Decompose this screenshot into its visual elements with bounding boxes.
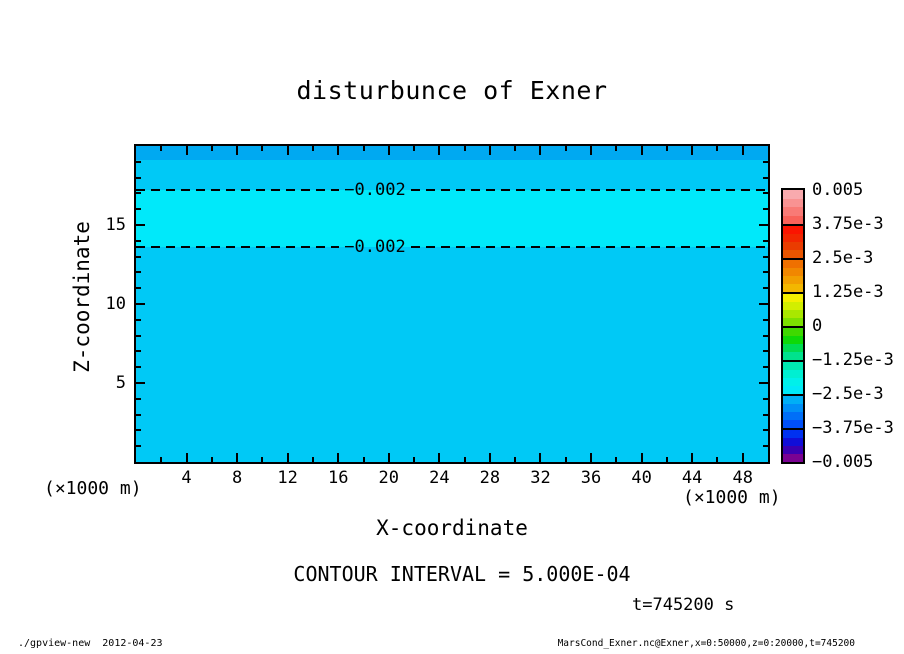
colorbar-cell: [783, 250, 803, 258]
x-tick: [160, 457, 162, 462]
y-tick: [136, 177, 141, 179]
x-tick: [691, 146, 693, 155]
colorbar-tick-label: 2.5e-3: [812, 248, 874, 268]
y-tick-label: 10: [105, 294, 126, 314]
colorbar-segment: [783, 428, 803, 462]
y-tick: [136, 256, 141, 258]
colorbar-cell: [783, 370, 803, 378]
y-tick: [136, 382, 145, 384]
x-tick: [742, 146, 744, 155]
contour-line: [136, 180, 768, 200]
colorbar: [781, 188, 805, 464]
colorbar-cell: [783, 190, 803, 199]
contour-dash-right: [411, 189, 768, 191]
colorbar-cell: [783, 336, 803, 344]
x-tick: [186, 453, 188, 462]
time-annotation: t=745200 s: [632, 595, 735, 615]
y-tick: [136, 414, 141, 416]
y-tick: [763, 319, 768, 321]
y-tick: [136, 208, 141, 210]
x-tick: [489, 453, 491, 462]
y-tick: [136, 287, 141, 289]
plot-title: disturbunce of Exner: [296, 76, 608, 105]
y-tick: [136, 366, 141, 368]
x-tick: [160, 146, 162, 151]
colorbar-cell: [783, 362, 803, 370]
y-tick: [136, 192, 141, 194]
y-tick: [763, 271, 768, 273]
colorbar-cell: [783, 318, 803, 326]
colorbar-cell: [783, 234, 803, 242]
x-tick: [261, 146, 263, 151]
x-tick: [565, 457, 567, 462]
y-tick: [763, 398, 768, 400]
colorbar-cell: [783, 420, 803, 428]
y-axis-title: Z-coordinate: [70, 221, 94, 373]
y-tick: [136, 335, 141, 337]
x-tick-label: 44: [681, 468, 703, 488]
colorbar-cell: [783, 396, 803, 404]
x-tick: [261, 457, 263, 462]
x-tick: [489, 146, 491, 155]
x-tick: [211, 146, 213, 151]
x-tick: [363, 457, 365, 462]
x-tick: [236, 453, 238, 462]
y-tick: [136, 350, 141, 352]
y-tick: [136, 445, 141, 447]
x-tick: [236, 146, 238, 155]
y-tick: [763, 414, 768, 416]
y-tick: [136, 240, 141, 242]
x-tick: [539, 453, 541, 462]
y-tick: [136, 319, 141, 321]
y-axis-unit-label: (×1000 m): [44, 478, 142, 499]
contour-line-label: −0.002: [344, 237, 406, 258]
y-tick: [763, 445, 768, 447]
colorbar-cell: [783, 302, 803, 310]
x-tick: [363, 146, 365, 151]
x-tick: [716, 457, 718, 462]
colorbar-segment: [783, 292, 803, 326]
colorbar-tick-label: 0: [812, 316, 823, 336]
colorbar-tick-label: 0.005: [812, 180, 864, 200]
y-tick: [763, 335, 768, 337]
colorbar-cell: [783, 260, 803, 268]
x-tick: [413, 457, 415, 462]
y-tick-label: 5: [115, 373, 126, 393]
colorbar-cell: [783, 438, 803, 446]
y-tick: [763, 256, 768, 258]
x-tick-label: 24: [429, 468, 450, 488]
x-tick: [438, 453, 440, 462]
x-tick: [388, 146, 390, 155]
colorbar-cell: [783, 226, 803, 234]
x-tick-label: 28: [479, 468, 501, 488]
colorbar-cell: [783, 454, 803, 462]
contour-line: [136, 237, 768, 257]
y-tick: [136, 161, 141, 163]
colorbar-cell: [783, 344, 803, 352]
x-tick: [464, 457, 466, 462]
footer-file-text: MarsCond_Exner.nc@Exner,x=0:50000,z=0:20000,t=745200: [557, 638, 855, 649]
y-tick: [136, 271, 141, 273]
colorbar-segment: [783, 360, 803, 394]
y-tick: [763, 366, 768, 368]
x-tick: [287, 453, 289, 462]
contour-dash-left: [136, 246, 339, 248]
x-tick: [742, 453, 744, 462]
y-tick: [759, 382, 768, 384]
colorbar-cell: [783, 352, 803, 360]
colorbar-cell: [783, 216, 803, 225]
x-tick-label: 20: [378, 468, 400, 488]
colorbar-segment: [783, 190, 803, 224]
y-tick: [763, 192, 768, 194]
x-tick: [312, 457, 314, 462]
y-tick: [136, 224, 145, 226]
x-tick: [186, 146, 188, 155]
contour-dash-left: [136, 189, 339, 191]
y-tick: [136, 429, 141, 431]
y-tick: [763, 240, 768, 242]
x-tick-label: 8: [231, 468, 243, 488]
footer-program-text: ./gpview-new 2012-04-23: [18, 638, 163, 649]
colorbar-tick-label: −0.005: [812, 452, 874, 472]
x-tick: [211, 457, 213, 462]
y-tick: [763, 429, 768, 431]
x-tick: [438, 146, 440, 155]
x-tick: [615, 146, 617, 151]
color-band: [136, 146, 768, 160]
colorbar-segment: [783, 394, 803, 428]
x-tick: [641, 146, 643, 155]
x-tick-label: 32: [530, 468, 551, 488]
y-tick: [763, 208, 768, 210]
x-tick: [590, 453, 592, 462]
y-tick: [136, 398, 141, 400]
colorbar-cell: [783, 378, 803, 386]
colorbar-cell: [783, 446, 803, 454]
x-tick: [514, 146, 516, 151]
y-tick: [763, 350, 768, 352]
x-tick-label: 36: [580, 468, 602, 488]
x-tick: [413, 146, 415, 151]
colorbar-cell: [783, 294, 803, 302]
colorbar-cell: [783, 328, 803, 336]
colorbar-cell: [783, 242, 803, 250]
x-tick-label: 4: [181, 468, 192, 488]
colorbar-segment: [783, 224, 803, 258]
x-tick: [464, 146, 466, 151]
x-tick: [565, 146, 567, 151]
x-tick-label: 16: [327, 468, 349, 488]
x-tick: [337, 146, 339, 155]
x-tick: [539, 146, 541, 155]
colorbar-tick-label: −3.75e-3: [812, 418, 894, 438]
plot-area: [134, 144, 770, 464]
x-tick: [514, 457, 516, 462]
x-tick: [337, 453, 339, 462]
x-tick: [691, 453, 693, 462]
y-tick: [763, 161, 768, 163]
contour-dash-right: [411, 246, 768, 248]
colorbar-cell: [783, 412, 803, 420]
x-tick-label: 48: [732, 468, 753, 488]
colorbar-cell: [783, 284, 803, 292]
colorbar-tick-label: −1.25e-3: [812, 350, 894, 370]
y-tick: [763, 177, 768, 179]
colorbar-segment: [783, 258, 803, 292]
x-tick-label: 40: [631, 468, 652, 488]
x-tick: [388, 453, 390, 462]
colorbar-tick-label: −2.5e-3: [812, 384, 884, 404]
y-tick: [763, 287, 768, 289]
x-tick: [590, 146, 592, 155]
x-axis-unit-label: (×1000 m): [683, 487, 781, 508]
color-band: [136, 247, 768, 462]
y-tick-label: 15: [105, 215, 126, 235]
colorbar-cell: [783, 386, 803, 394]
x-tick: [287, 146, 289, 155]
x-tick: [641, 453, 643, 462]
x-tick: [312, 146, 314, 151]
x-axis-title: X-coordinate: [376, 516, 528, 540]
contour-line-label: −0.002: [344, 180, 406, 201]
colorbar-cell: [783, 199, 803, 208]
x-tick: [716, 146, 718, 151]
x-tick: [666, 457, 668, 462]
x-tick: [615, 457, 617, 462]
colorbar-cell: [783, 276, 803, 284]
colorbar-segment: [783, 326, 803, 360]
x-tick: [666, 146, 668, 151]
colorbar-tick-label: 1.25e-3: [812, 282, 884, 302]
colorbar-cell: [783, 310, 803, 318]
x-tick-label: 12: [277, 468, 298, 488]
colorbar-cell: [783, 207, 803, 216]
y-tick: [136, 303, 145, 305]
colorbar-cell: [783, 404, 803, 412]
contour-interval-text: CONTOUR INTERVAL = 5.000E-04: [293, 562, 631, 586]
y-tick: [759, 303, 768, 305]
colorbar-cell: [783, 430, 803, 438]
y-tick: [759, 224, 768, 226]
colorbar-cell: [783, 268, 803, 276]
colorbar-tick-label: 3.75e-3: [812, 214, 884, 234]
